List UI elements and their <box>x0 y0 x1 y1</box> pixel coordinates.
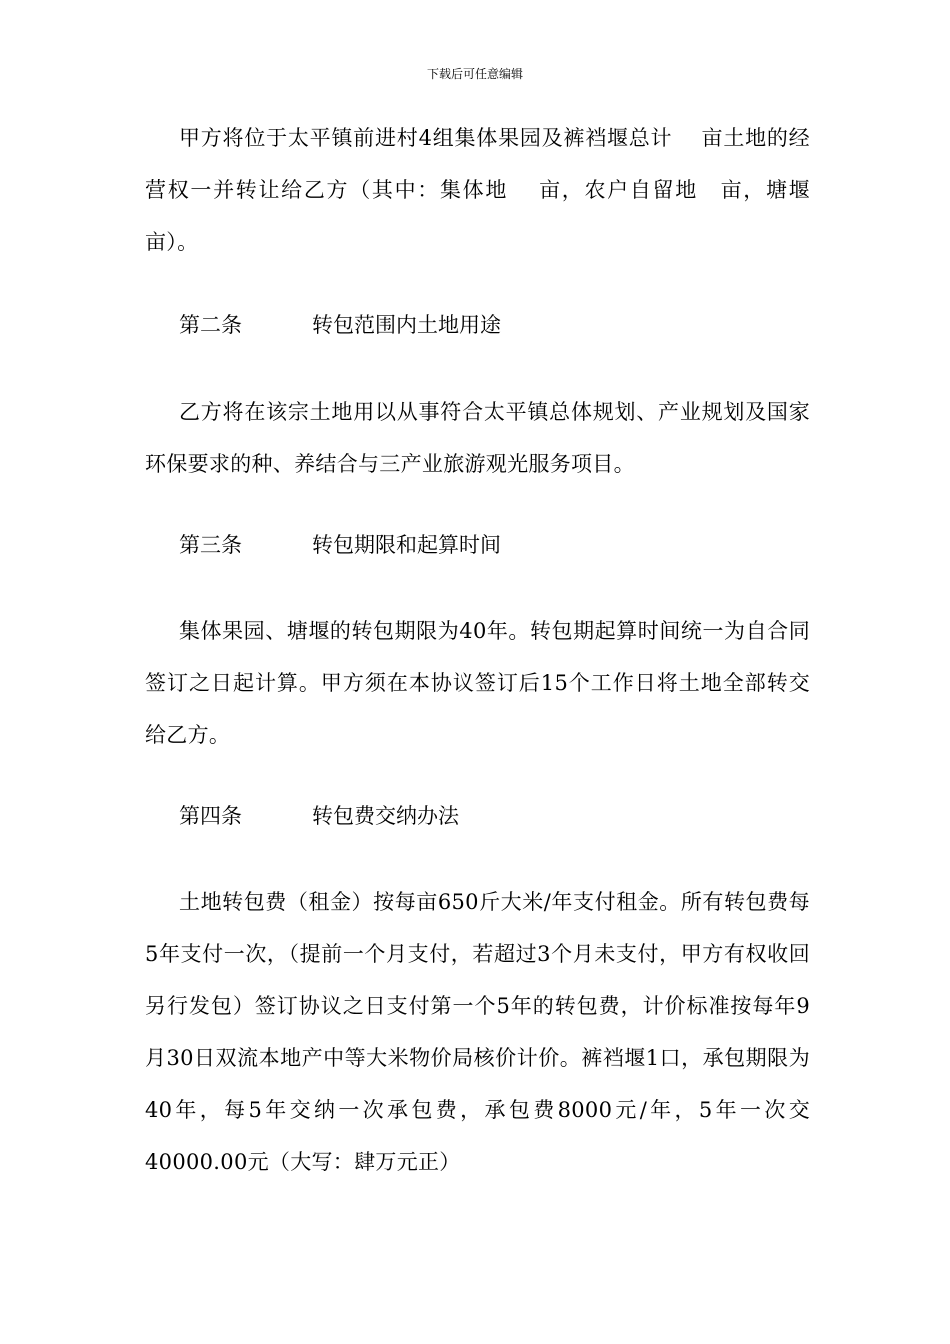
article-4-number: 第四条 <box>179 804 242 828</box>
paragraph-payment: 土地转包费（租金）按每亩650斤大米/年支付租金。所有转包费每5年支付一次，（提前一个月支付，若超过3个月未支付，甲方有权收回另行发包）签订协议之日支付第一个5年的转包费，计价标准按每年9月30日双流本地产中等大米物价局核价计价。裤裆堰1口，承包期限为40年，每5年交纳一次承包费，承包费8000元/年，5年一次交40000.00元（大写：肆万元正） <box>145 890 810 1174</box>
article-3-number: 第三条 <box>179 533 242 557</box>
paragraph-term: 集体果园、塘堰的转包期限为40年。转包期起算时间统一为自合同签订之日起计算。甲方须在本协议签订后15个工作日将土地全部转交给乙方。 <box>145 619 810 747</box>
article-2-title: 转包范围内土地用途 <box>312 313 501 337</box>
article-2-number: 第二条 <box>179 313 242 337</box>
article-4-heading <box>179 801 459 831</box>
article-2-heading <box>179 310 501 340</box>
paragraph-land-transfer: 甲方将位于太平镇前进村4组集体果园及裤裆堰总计 亩土地的经营权一并转让给乙方（其中：集体地 亩，农户自留地 亩，塘堰 亩）。 <box>145 126 839 254</box>
paragraph-land-use: 乙方将在该宗土地用以从事符合太平镇总体规划、产业规划及国家环保要求的种、养结合与三产业旅游观光服务项目。 <box>145 400 810 476</box>
article-3-title: 转包期限和起算时间 <box>312 533 501 557</box>
page-header: 下载后可任意编辑 <box>426 67 523 81</box>
article-4-title: 转包费交纳办法 <box>312 804 459 828</box>
article-3-heading <box>179 530 501 560</box>
